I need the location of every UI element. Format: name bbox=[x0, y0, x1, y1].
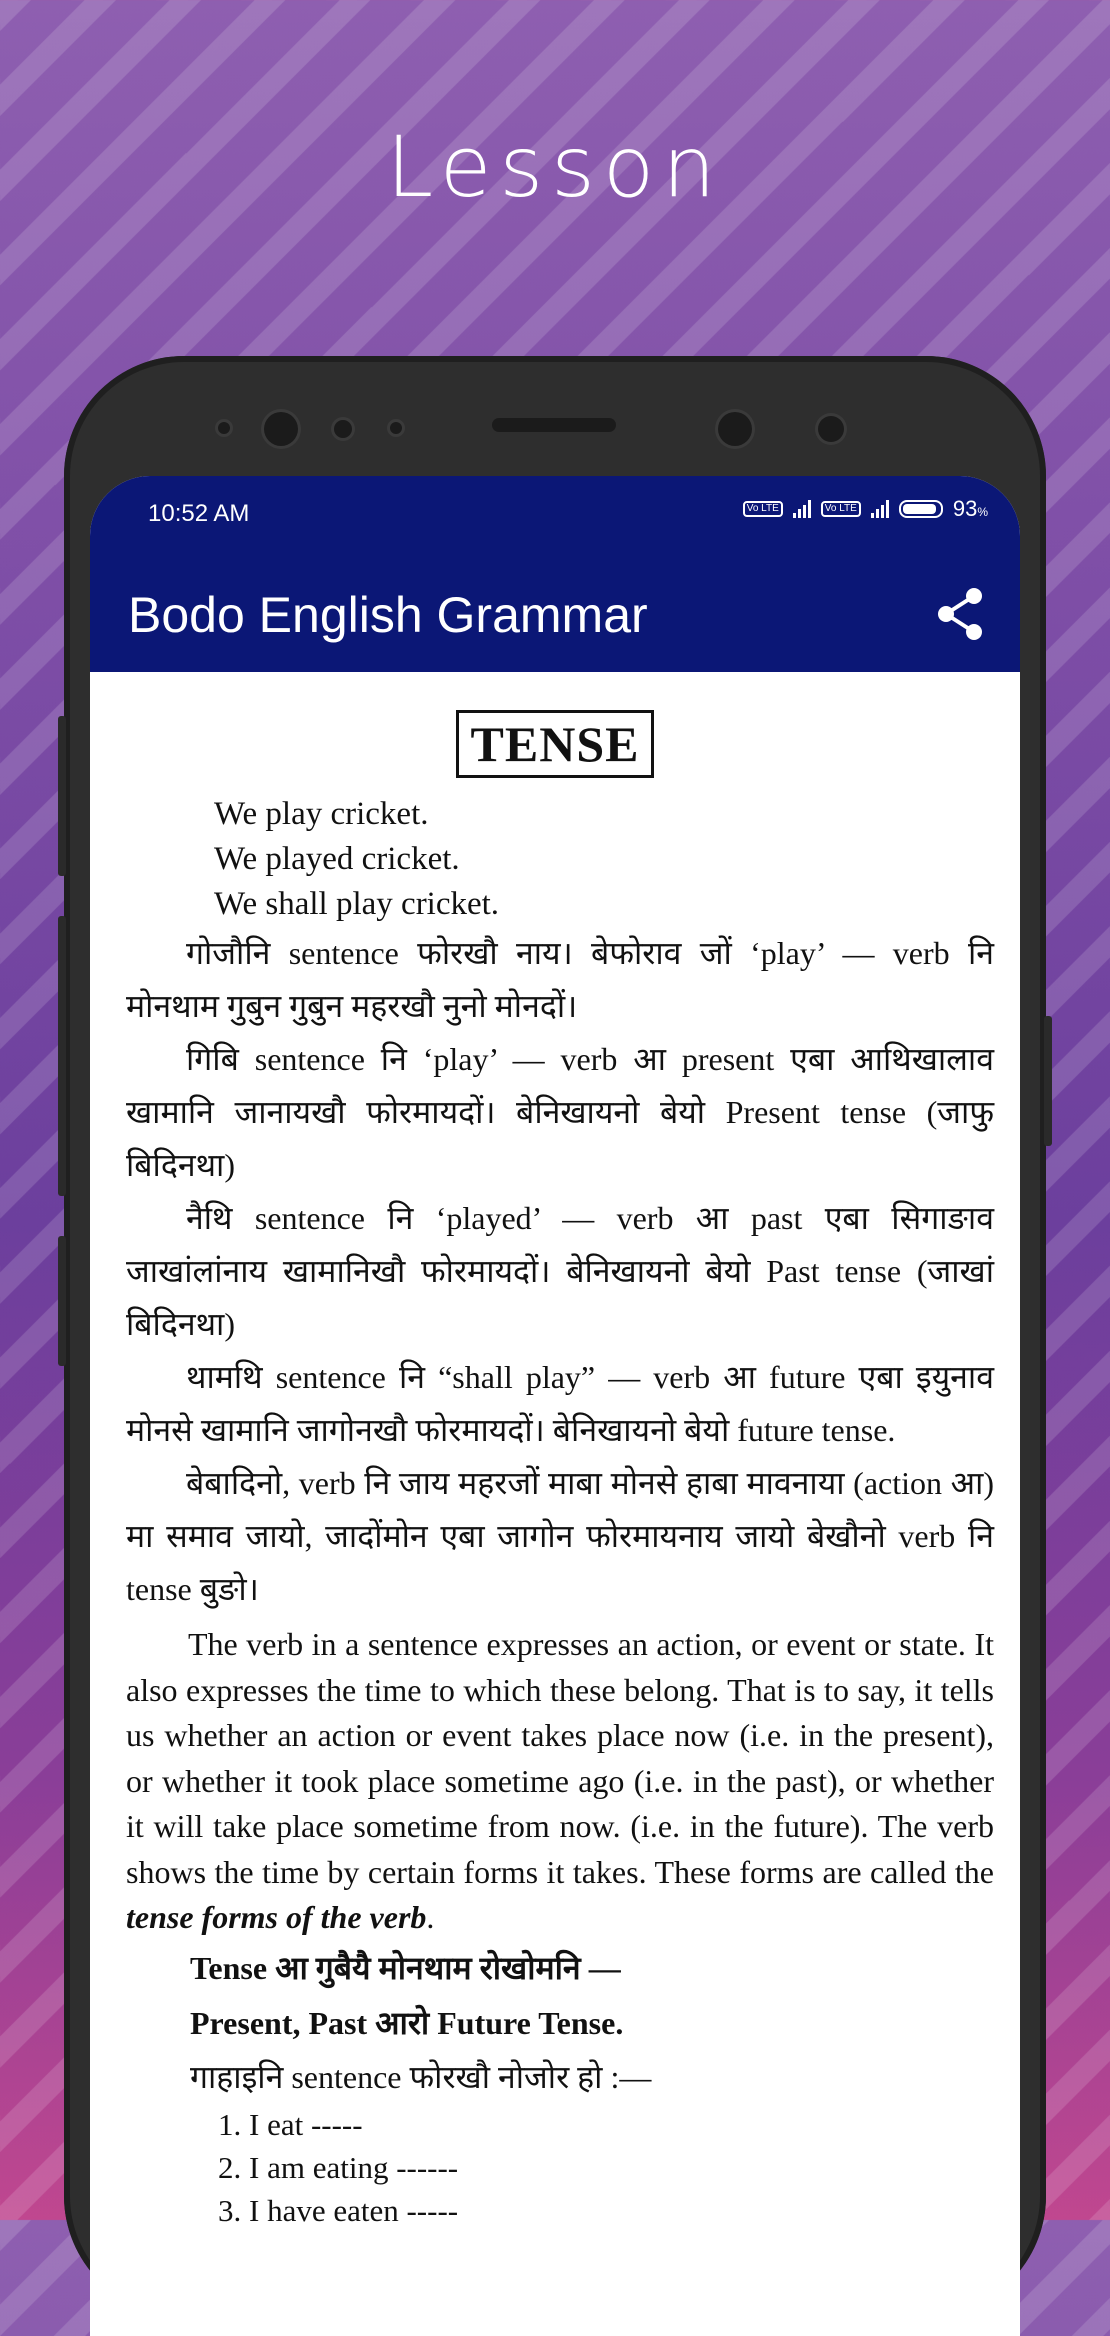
intro-line: गाहाइनि sentence फोरखौ नोजोर हो :— bbox=[190, 2058, 652, 2095]
sensor-dot bbox=[334, 420, 352, 438]
front-camera bbox=[718, 412, 752, 446]
paragraph: थामथि sentence नि “shall play” — verb आ future एबा इयुनाव मोनसे खामानि जागोनखौ फोरमायदों। बेनिखायनो बेयो future tense. bbox=[126, 1359, 994, 1448]
bold-heading: Present, Past आरो Future Tense. bbox=[190, 2004, 624, 2041]
list-item: 2. I am eating ------ bbox=[218, 2149, 459, 2185]
signal-icon bbox=[793, 500, 811, 518]
bold-heading: Tense आ गुबैयै मोनथाम रोखोमनि — bbox=[190, 1949, 621, 1986]
paragraph: गोजौनि sentence फोरखौ नाय। बेफोराव जों ‘play’ — verb नि मोनथाम गुबुन गुबुन महरखौ नुनो मोनदों। bbox=[126, 935, 994, 1024]
status-time: 10:52 AM bbox=[148, 500, 250, 527]
phone-frame bbox=[64, 356, 1046, 2316]
sensor-dot bbox=[218, 422, 230, 434]
status-bar bbox=[90, 476, 1020, 556]
phone-screen bbox=[90, 476, 1020, 2336]
volte-icon: Vo LTE bbox=[821, 501, 861, 517]
status-icons bbox=[743, 496, 988, 522]
list-item: 3. I have eaten ----- bbox=[218, 2192, 459, 2228]
list-item: 1. I eat ----- bbox=[218, 2106, 363, 2142]
banner-title: Lesson bbox=[386, 118, 724, 216]
share-icon[interactable] bbox=[930, 584, 990, 644]
app-bar bbox=[90, 556, 1020, 672]
battery-icon bbox=[899, 500, 943, 518]
english-paragraph bbox=[126, 1622, 994, 1941]
example-sentence: We shall play cricket. bbox=[214, 886, 500, 922]
english-paragraph-text: The verb in a sentence expresses an action, or event or state. It also expresses the time to which these belong. That is to say, it tells us whether an action or event takes place now (i.e. in the present), or whether it took place sometime ago (i.e. in the past), or whether it will take place sometime from now. (i.e. in the future). The verb shows the time by certain forms it takes. These forms are called the bbox=[126, 1626, 994, 1890]
doc-title-wrap bbox=[90, 710, 1020, 778]
lesson-title: TENSE bbox=[456, 710, 655, 778]
paragraph: गिबि sentence नि ‘play’ — verb आ present एबा आथिखालाव खामानि जानायखौ फोरमायदों। बेनिखायनो बेयो Present tense (जाफु बिदिनथा) bbox=[126, 1041, 994, 1183]
paragraph: नैथि sentence नि ‘played’ — verb आ past एबा सिगाङाव जाखांलांनाय खामानिखौ फोरमायदों। बेनिखायनो बेयो Past tense (जाखां बिदिनथा) bbox=[126, 1200, 994, 1342]
battery-percent: 93% bbox=[952, 496, 988, 521]
paragraph: बेबादिनो, verb नि जाय महरजों माबा मोनसे हाबा मावनाया (action आ) मा समाव जायो, जादोंमोन एबा जागोन फोरमायनाय जायो बेखौनो verb नि tense बुङो। bbox=[126, 1465, 994, 1607]
signal-icon bbox=[871, 500, 889, 518]
volte-icon: Vo LTE bbox=[743, 501, 783, 517]
phone-side-button bbox=[58, 1236, 66, 1366]
sensor-dot bbox=[390, 422, 402, 434]
earpiece-speaker bbox=[492, 418, 616, 432]
app-title: Bodo English Grammar bbox=[128, 587, 648, 643]
phone-side-button bbox=[58, 716, 66, 876]
sensor-dot bbox=[818, 416, 844, 442]
front-camera bbox=[264, 412, 298, 446]
english-paragraph-end: . bbox=[426, 1899, 435, 1935]
phone-side-button bbox=[1044, 1016, 1052, 1146]
lesson-content[interactable] bbox=[90, 672, 1020, 2336]
example-sentence: We played cricket. bbox=[214, 841, 460, 877]
example-sentence: We play cricket. bbox=[214, 796, 429, 832]
phone-side-button bbox=[58, 916, 66, 1196]
emphasis-text: tense forms of the verb bbox=[126, 1899, 427, 1935]
